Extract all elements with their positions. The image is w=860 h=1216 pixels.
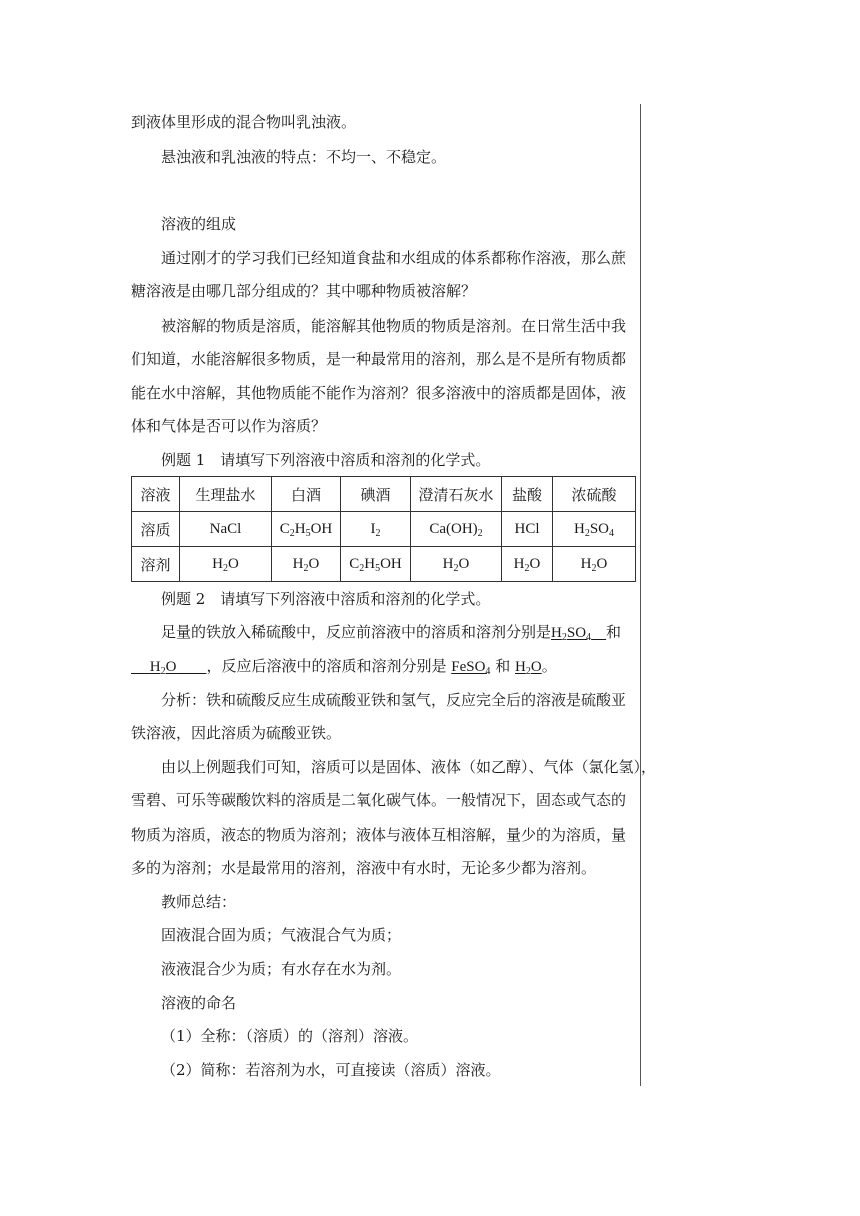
text-line: 们知道，水能溶解很多物质，是一种最常用的溶剂，那么是不是所有物质都 bbox=[131, 350, 627, 368]
answer-solute-after: FeSO$_4$ bbox=[451, 659, 491, 677]
answer-solvent-after: $H_2O$ bbox=[515, 659, 542, 677]
text-line: （2）简称：若溶剂为水，可直接读（溶质）溶液。 bbox=[161, 1061, 501, 1079]
table-cell: 澄清石灰水 bbox=[411, 477, 502, 512]
question-line-2: $H_2O$ ，反应后溶液中的溶质和溶剂分别是 FeSO$_4$ 和 $H_2O$。 bbox=[131, 656, 557, 677]
table-cell: HCl bbox=[502, 512, 553, 547]
table-cell: $H_2SO_4$ bbox=[553, 512, 636, 547]
table-cell: $Ca(OH)_2$ bbox=[411, 512, 502, 547]
table-cell: $C_2H_5OH$ bbox=[272, 512, 341, 547]
summary-title: 教师总结： bbox=[161, 893, 237, 911]
section-heading-composition: 溶液的组成 bbox=[161, 215, 237, 233]
table-row-solution bbox=[132, 477, 636, 512]
text-line: 被溶解的物质是溶质，能溶解其他物质的物质是溶剂。在日常生活中我 bbox=[161, 317, 627, 335]
text-line: 液液混合少为质；有水存在水为剂。 bbox=[161, 960, 402, 978]
table-cell: $H_2O$ bbox=[272, 547, 341, 582]
table-cell: $H_2O$ bbox=[553, 547, 636, 582]
table-row-solvent bbox=[132, 547, 636, 582]
text-line: （1）全称：（溶质）的（溶剂）溶液。 bbox=[161, 1027, 419, 1045]
table-cell: 碘酒 bbox=[341, 477, 411, 512]
table-row-solute bbox=[132, 512, 636, 547]
answer-solvent-before: $H_2O$ bbox=[149, 659, 177, 677]
text-line: 糖溶液是由哪几部分组成的？其中哪种物质被溶解？ bbox=[131, 282, 477, 300]
table-cell: NaCl bbox=[180, 512, 272, 547]
table-cell: 浓硫酸 bbox=[553, 477, 636, 512]
text-line: 能在水中溶解，其他物质能不能作为溶剂？很多溶液中的溶质都是固体，液 bbox=[131, 384, 627, 402]
answer-solute-before: $H_2SO_4$ bbox=[551, 625, 592, 643]
text-line: 由以上例题我们可知，溶质可以是固体、液体（如乙醇）、气体（氯化氢）， bbox=[161, 758, 657, 776]
text-line: 多的为溶剂；水是最常用的溶剂，溶液中有水时，无论多少都为溶剂。 bbox=[131, 859, 597, 877]
text-line: 到液体里形成的混合物叫乳浊液。 bbox=[131, 113, 357, 131]
solute-solvent-table bbox=[131, 476, 636, 582]
table-cell: 盐酸 bbox=[502, 477, 553, 512]
question-line-1: 足量的铁放入稀硫酸中，反应前溶液中的溶质和溶剂分别是$H_2SO_4$ 和 bbox=[161, 623, 622, 643]
text-line: 通过刚才的学习我们已经知道食盐和水组成的体系都称作溶液，那么蔗 bbox=[161, 249, 627, 267]
row-header: 溶液 bbox=[132, 477, 180, 512]
table-cell: $I_2$ bbox=[341, 512, 411, 547]
text-line: 体和气体是否可以作为溶质？ bbox=[131, 417, 327, 435]
example-2-title: 例题 2 请填写下列溶液中溶质和溶剂的化学式。 bbox=[161, 590, 491, 608]
text-line: 悬浊液和乳浊液的特点：不均一、不稳定。 bbox=[161, 148, 447, 166]
row-header: 溶剂 bbox=[132, 547, 180, 582]
right-margin-rule bbox=[640, 104, 641, 1086]
table-cell: $H_2O$ bbox=[502, 547, 553, 582]
table-cell: 生理盐水 bbox=[180, 477, 272, 512]
text-line: 固液混合固为质；气液混合气为质； bbox=[161, 926, 402, 944]
text-line: 雪碧、可乐等碳酸饮料的溶质是二氧化碳气体。一般情况下，固态或气态的 bbox=[131, 791, 627, 809]
table-cell: $C_2H_5OH$ bbox=[341, 547, 411, 582]
section-heading-naming: 溶液的命名 bbox=[161, 994, 237, 1012]
example-1-title: 例题 1 请填写下列溶液中溶质和溶剂的化学式。 bbox=[161, 451, 491, 469]
text-line: 物质为溶质，液态的物质为溶剂；液体与液体互相溶解，量少的为溶质，量 bbox=[131, 826, 627, 844]
row-header: 溶质 bbox=[132, 512, 180, 547]
table-cell: $H_2O$ bbox=[180, 547, 272, 582]
text-line: 分析：铁和硫酸反应生成硫酸亚铁和氢气，反应完全后的溶液是硫酸亚 bbox=[161, 691, 627, 709]
table-cell: $H_2O$ bbox=[411, 547, 502, 582]
table-cell: 白酒 bbox=[272, 477, 341, 512]
text-line: 铁溶液，因此溶质为硫酸亚铁。 bbox=[131, 724, 342, 742]
